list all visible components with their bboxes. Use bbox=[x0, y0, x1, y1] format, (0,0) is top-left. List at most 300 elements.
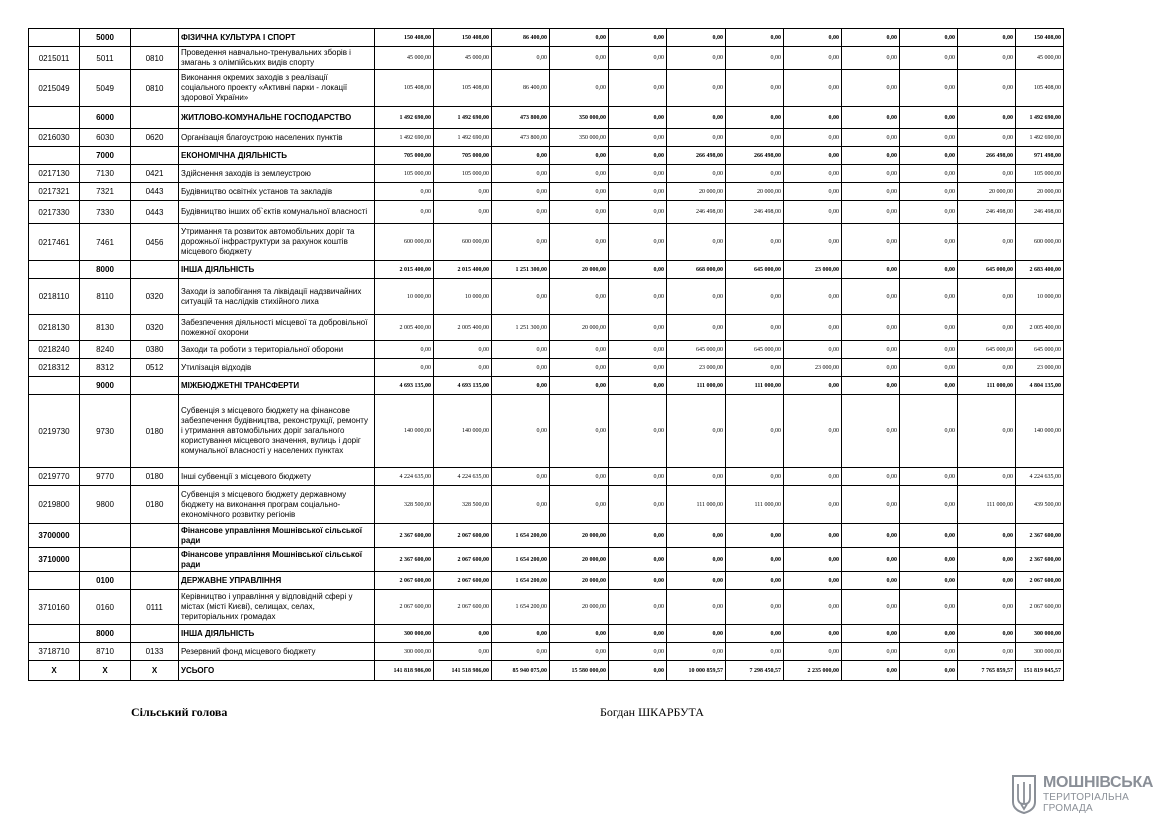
table-row bbox=[29, 147, 1064, 165]
signature-name: Богдан ШКАРБУТА bbox=[600, 705, 704, 719]
amount-cell: 23 000,00 bbox=[1016, 359, 1064, 377]
kfkvk-cell bbox=[131, 572, 179, 590]
amount-cell: 20 000,00 bbox=[550, 548, 609, 572]
amount-cell: 300 000,00 bbox=[375, 625, 434, 643]
amount-cell: 0,00 bbox=[900, 359, 958, 377]
amount-cell: 85 940 075,00 bbox=[492, 661, 550, 681]
amount-cell: 2 367 600,00 bbox=[1016, 548, 1064, 572]
amount-cell: 0,00 bbox=[842, 201, 900, 224]
table-row bbox=[29, 572, 1064, 590]
amount-cell: 1 251 300,00 bbox=[492, 261, 550, 279]
amount-cell: 0,00 bbox=[550, 147, 609, 165]
kpkvk-cell: 3710000 bbox=[29, 548, 80, 572]
kpkvk-cell bbox=[29, 625, 80, 643]
amount-cell: 0,00 bbox=[784, 107, 842, 129]
amount-cell: 23 000,00 bbox=[784, 359, 842, 377]
amount-cell: 0,00 bbox=[958, 165, 1016, 183]
amount-cell: 0,00 bbox=[550, 486, 609, 524]
amount-cell: 246 498,00 bbox=[958, 201, 1016, 224]
amount-cell: 0,00 bbox=[842, 29, 900, 47]
amount-cell: 0,00 bbox=[550, 70, 609, 107]
ktpkvk-cell: 9800 bbox=[80, 486, 131, 524]
amount-cell: 2 005 400,00 bbox=[375, 315, 434, 341]
ktpkvk-cell: 6000 bbox=[80, 107, 131, 129]
amount-cell: 0,00 bbox=[609, 279, 667, 315]
amount-cell: 20 000,00 bbox=[667, 183, 726, 201]
amount-cell: 0,00 bbox=[900, 486, 958, 524]
amount-cell: 0,00 bbox=[784, 224, 842, 261]
amount-cell: 0,00 bbox=[900, 643, 958, 661]
amount-cell: 0,00 bbox=[784, 590, 842, 625]
amount-cell: 0,00 bbox=[667, 47, 726, 70]
amount-cell: 0,00 bbox=[550, 29, 609, 47]
ktpkvk-cell: 7130 bbox=[80, 165, 131, 183]
ktpkvk-cell: 7461 bbox=[80, 224, 131, 261]
program-name-cell: ЕКОНОМІЧНА ДІЯЛЬНІСТЬ bbox=[179, 147, 375, 165]
amount-cell: 328 500,00 bbox=[375, 486, 434, 524]
amount-cell: 0,00 bbox=[609, 183, 667, 201]
amount-cell: 0,00 bbox=[784, 377, 842, 395]
amount-cell: 705 000,00 bbox=[375, 147, 434, 165]
amount-cell: 0,00 bbox=[842, 224, 900, 261]
amount-cell: 0,00 bbox=[609, 341, 667, 359]
kfkvk-cell: 0512 bbox=[131, 359, 179, 377]
ktpkvk-cell: 9770 bbox=[80, 468, 131, 486]
amount-cell: 645 000,00 bbox=[958, 341, 1016, 359]
amount-cell: 0,00 bbox=[492, 395, 550, 468]
amount-cell: 20 000,00 bbox=[958, 183, 1016, 201]
amount-cell: 0,00 bbox=[726, 129, 784, 147]
amount-cell: 2 067 600,00 bbox=[1016, 572, 1064, 590]
table-row bbox=[29, 47, 1064, 70]
amount-cell: 45 000,00 bbox=[434, 47, 492, 70]
amount-cell: 0,00 bbox=[609, 129, 667, 147]
amount-cell: 0,00 bbox=[492, 279, 550, 315]
program-name-cell: ІНША ДІЯЛЬНІСТЬ bbox=[179, 625, 375, 643]
amount-cell: 0,00 bbox=[550, 47, 609, 70]
amount-cell: 2 067 600,00 bbox=[375, 572, 434, 590]
amount-cell: 0,00 bbox=[900, 165, 958, 183]
logo-line2: ТЕРИТОРІАЛЬНА bbox=[1043, 792, 1130, 803]
kpkvk-cell bbox=[29, 261, 80, 279]
logo-line1: МОШНІВСЬКА bbox=[1043, 774, 1154, 791]
amount-cell: 0,00 bbox=[784, 643, 842, 661]
amount-cell: 0,00 bbox=[726, 315, 784, 341]
amount-cell: 111 000,00 bbox=[667, 486, 726, 524]
amount-cell: 0,00 bbox=[784, 29, 842, 47]
amount-cell: 300 000,00 bbox=[1016, 625, 1064, 643]
amount-cell: 0,00 bbox=[609, 107, 667, 129]
amount-cell: 0,00 bbox=[492, 643, 550, 661]
amount-cell: 0,00 bbox=[492, 625, 550, 643]
amount-cell: 0,00 bbox=[550, 165, 609, 183]
kpkvk-cell: 3700000 bbox=[29, 524, 80, 548]
amount-cell: 0,00 bbox=[958, 395, 1016, 468]
program-name-cell: Субвенція з місцевого бюджету на фінансове забезпечення будівництва, реконструкції, ремонту і утримання автомобільних доріг загального користування місцевого значення, вулиць і доріг комунальної власності у населених пунктах bbox=[179, 395, 375, 468]
amount-cell: 0,00 bbox=[842, 572, 900, 590]
amount-cell: 0,00 bbox=[609, 572, 667, 590]
amount-cell: 0,00 bbox=[784, 279, 842, 315]
amount-cell: 0,00 bbox=[375, 201, 434, 224]
amount-cell: 0,00 bbox=[784, 572, 842, 590]
program-name-cell: Проведення навчально-тренувальних зборів і змагань з олімпійських видів спорту bbox=[179, 47, 375, 70]
amount-cell: 0,00 bbox=[784, 129, 842, 147]
amount-cell: 0,00 bbox=[667, 165, 726, 183]
amount-cell: 1 492 690,00 bbox=[375, 107, 434, 129]
amount-cell: 0,00 bbox=[958, 548, 1016, 572]
ktpkvk-cell: 8240 bbox=[80, 341, 131, 359]
amount-cell: 0,00 bbox=[842, 590, 900, 625]
amount-cell: 0,00 bbox=[958, 524, 1016, 548]
ktpkvk-cell: X bbox=[80, 661, 131, 681]
amount-cell: 20 000,00 bbox=[1016, 183, 1064, 201]
amount-cell: 0,00 bbox=[726, 524, 784, 548]
table-row bbox=[29, 661, 1064, 681]
amount-cell: 705 000,00 bbox=[434, 147, 492, 165]
program-name-cell: ІНША ДІЯЛЬНІСТЬ bbox=[179, 261, 375, 279]
kfkvk-cell: 0320 bbox=[131, 315, 179, 341]
ktpkvk-cell: 8110 bbox=[80, 279, 131, 315]
amount-cell: 1 492 690,00 bbox=[1016, 129, 1064, 147]
amount-cell: 0,00 bbox=[900, 279, 958, 315]
amount-cell: 0,00 bbox=[842, 468, 900, 486]
amount-cell: 20 000,00 bbox=[550, 524, 609, 548]
amount-cell: 0,00 bbox=[550, 377, 609, 395]
amount-cell: 150 408,00 bbox=[434, 29, 492, 47]
amount-cell: 0,00 bbox=[958, 29, 1016, 47]
ktpkvk-cell bbox=[80, 548, 131, 572]
amount-cell: 2 015 400,00 bbox=[375, 261, 434, 279]
amount-cell: 645 000,00 bbox=[726, 341, 784, 359]
kfkvk-cell: 0810 bbox=[131, 47, 179, 70]
amount-cell: 0,00 bbox=[434, 643, 492, 661]
amount-cell: 0,00 bbox=[726, 47, 784, 70]
amount-cell: 0,00 bbox=[492, 165, 550, 183]
amount-cell: 0,00 bbox=[958, 590, 1016, 625]
amount-cell: 0,00 bbox=[784, 47, 842, 70]
amount-cell: 1 654 200,00 bbox=[492, 524, 550, 548]
amount-cell: 0,00 bbox=[726, 107, 784, 129]
kpkvk-cell: 0217321 bbox=[29, 183, 80, 201]
kfkvk-cell: 0620 bbox=[131, 129, 179, 147]
table-row bbox=[29, 70, 1064, 107]
kpkvk-cell: 0219770 bbox=[29, 468, 80, 486]
amount-cell: 0,00 bbox=[667, 643, 726, 661]
ktpkvk-cell: 7330 bbox=[80, 201, 131, 224]
kfkvk-cell bbox=[131, 524, 179, 548]
table-row bbox=[29, 107, 1064, 129]
amount-cell: 1 492 690,00 bbox=[375, 129, 434, 147]
amount-cell: 105 000,00 bbox=[434, 165, 492, 183]
amount-cell: 0,00 bbox=[900, 224, 958, 261]
amount-cell: 0,00 bbox=[900, 70, 958, 107]
budget-table bbox=[28, 28, 1064, 681]
amount-cell: 7 298 450,57 bbox=[726, 661, 784, 681]
kpkvk-cell: X bbox=[29, 661, 80, 681]
amount-cell: 0,00 bbox=[492, 201, 550, 224]
amount-cell: 0,00 bbox=[842, 524, 900, 548]
amount-cell: 0,00 bbox=[842, 341, 900, 359]
amount-cell: 0,00 bbox=[609, 29, 667, 47]
amount-cell: 0,00 bbox=[842, 183, 900, 201]
amount-cell: 0,00 bbox=[609, 548, 667, 572]
amount-cell: 0,00 bbox=[375, 341, 434, 359]
amount-cell: 150 408,00 bbox=[375, 29, 434, 47]
amount-cell: 86 400,00 bbox=[492, 70, 550, 107]
amount-cell: 140 000,00 bbox=[434, 395, 492, 468]
amount-cell: 10 000,00 bbox=[375, 279, 434, 315]
amount-cell: 2 367 600,00 bbox=[375, 548, 434, 572]
program-name-cell: Заходи та роботи з територіальної оборони bbox=[179, 341, 375, 359]
amount-cell: 0,00 bbox=[842, 107, 900, 129]
table-row bbox=[29, 224, 1064, 261]
kfkvk-cell: 0180 bbox=[131, 468, 179, 486]
amount-cell: 0,00 bbox=[667, 279, 726, 315]
amount-cell: 0,00 bbox=[726, 643, 784, 661]
amount-cell: 971 498,00 bbox=[1016, 147, 1064, 165]
amount-cell: 10 000 859,57 bbox=[667, 661, 726, 681]
amount-cell: 328 500,00 bbox=[434, 486, 492, 524]
amount-cell: 645 000,00 bbox=[667, 341, 726, 359]
amount-cell: 0,00 bbox=[900, 395, 958, 468]
kfkvk-cell bbox=[131, 625, 179, 643]
table-row bbox=[29, 395, 1064, 468]
amount-cell: 2 067 600,00 bbox=[375, 590, 434, 625]
amount-cell: 2 067 600,00 bbox=[1016, 590, 1064, 625]
amount-cell: 2 067 600,00 bbox=[434, 572, 492, 590]
table-row bbox=[29, 315, 1064, 341]
amount-cell: 0,00 bbox=[726, 572, 784, 590]
amount-cell: 1 492 690,00 bbox=[434, 107, 492, 129]
amount-cell: 0,00 bbox=[434, 625, 492, 643]
ktpkvk-cell: 5011 bbox=[80, 47, 131, 70]
amount-cell: 0,00 bbox=[550, 643, 609, 661]
amount-cell: 0,00 bbox=[492, 486, 550, 524]
amount-cell: 20 000,00 bbox=[550, 572, 609, 590]
amount-cell: 0,00 bbox=[900, 661, 958, 681]
amount-cell: 439 500,00 bbox=[1016, 486, 1064, 524]
amount-cell: 0,00 bbox=[900, 468, 958, 486]
amount-cell: 0,00 bbox=[726, 29, 784, 47]
amount-cell: 105 408,00 bbox=[1016, 70, 1064, 107]
kpkvk-cell: 3710160 bbox=[29, 590, 80, 625]
amount-cell: 0,00 bbox=[667, 70, 726, 107]
logo-subtitle bbox=[1043, 792, 1129, 814]
kpkvk-cell: 0219800 bbox=[29, 486, 80, 524]
kfkvk-cell bbox=[131, 261, 179, 279]
amount-cell: 0,00 bbox=[958, 47, 1016, 70]
amount-cell: 0,00 bbox=[434, 341, 492, 359]
amount-cell: 0,00 bbox=[842, 643, 900, 661]
program-name-cell: МІЖБЮДЖЕТНІ ТРАНСФЕРТИ bbox=[179, 377, 375, 395]
amount-cell: 0,00 bbox=[842, 261, 900, 279]
amount-cell: 0,00 bbox=[900, 129, 958, 147]
kfkvk-cell: 0320 bbox=[131, 279, 179, 315]
amount-cell: 1 654 200,00 bbox=[492, 590, 550, 625]
amount-cell: 2 067 600,00 bbox=[434, 590, 492, 625]
amount-cell: 600 000,00 bbox=[375, 224, 434, 261]
amount-cell: 0,00 bbox=[784, 70, 842, 107]
amount-cell: 0,00 bbox=[492, 377, 550, 395]
ktpkvk-cell: 6030 bbox=[80, 129, 131, 147]
amount-cell: 0,00 bbox=[784, 625, 842, 643]
amount-cell: 0,00 bbox=[900, 201, 958, 224]
program-name-cell: Організація благоустрою населених пунктів bbox=[179, 129, 375, 147]
kpkvk-cell bbox=[29, 29, 80, 47]
kpkvk-cell: 0215049 bbox=[29, 70, 80, 107]
kfkvk-cell: 0421 bbox=[131, 165, 179, 183]
kpkvk-cell: 0215011 bbox=[29, 47, 80, 70]
amount-cell: 2 235 000,00 bbox=[784, 661, 842, 681]
amount-cell: 111 000,00 bbox=[958, 486, 1016, 524]
amount-cell: 105 408,00 bbox=[434, 70, 492, 107]
program-name-cell: Здійснення заходів із землеустрою bbox=[179, 165, 375, 183]
amount-cell: 23 000,00 bbox=[667, 359, 726, 377]
amount-cell: 15 580 000,00 bbox=[550, 661, 609, 681]
amount-cell: 20 000,00 bbox=[726, 183, 784, 201]
amount-cell: 0,00 bbox=[609, 377, 667, 395]
amount-cell: 105 000,00 bbox=[1016, 165, 1064, 183]
kpkvk-cell: 0216030 bbox=[29, 129, 80, 147]
amount-cell: 0,00 bbox=[842, 377, 900, 395]
kpkvk-cell: 0218110 bbox=[29, 279, 80, 315]
amount-cell: 0,00 bbox=[958, 625, 1016, 643]
amount-cell: 0,00 bbox=[609, 468, 667, 486]
kpkvk-cell: 0219730 bbox=[29, 395, 80, 468]
kfkvk-cell bbox=[131, 377, 179, 395]
program-name-cell: Керівництво і управління у відповідній сфері у містах (місті Києві), селищах, селах, територіальних громадах bbox=[179, 590, 375, 625]
amount-cell: 2 683 400,00 bbox=[1016, 261, 1064, 279]
amount-cell: 0,00 bbox=[609, 524, 667, 548]
amount-cell: 0,00 bbox=[550, 224, 609, 261]
amount-cell: 350 000,00 bbox=[550, 129, 609, 147]
program-name-cell: УСЬОГО bbox=[179, 661, 375, 681]
amount-cell: 0,00 bbox=[609, 261, 667, 279]
amount-cell: 0,00 bbox=[784, 165, 842, 183]
table-row bbox=[29, 643, 1064, 661]
kpkvk-cell bbox=[29, 147, 80, 165]
amount-cell: 266 498,00 bbox=[667, 147, 726, 165]
amount-cell: 2 015 400,00 bbox=[434, 261, 492, 279]
amount-cell: 266 498,00 bbox=[726, 147, 784, 165]
kfkvk-cell: 0380 bbox=[131, 341, 179, 359]
amount-cell: 645 000,00 bbox=[726, 261, 784, 279]
amount-cell: 0,00 bbox=[667, 29, 726, 47]
amount-cell: 20 000,00 bbox=[550, 315, 609, 341]
amount-cell: 45 000,00 bbox=[1016, 47, 1064, 70]
amount-cell: 0,00 bbox=[726, 548, 784, 572]
amount-cell: 0,00 bbox=[550, 279, 609, 315]
budget-table-body bbox=[29, 29, 1064, 681]
amount-cell: 0,00 bbox=[550, 183, 609, 201]
kfkvk-cell: 0810 bbox=[131, 70, 179, 107]
amount-cell: 4 804 135,00 bbox=[1016, 377, 1064, 395]
amount-cell: 645 000,00 bbox=[1016, 341, 1064, 359]
program-name-cell: Виконання окремих заходів з реалізації соціального проекту «Активні парки - локації здорової України» bbox=[179, 70, 375, 107]
kpkvk-cell: 0218312 bbox=[29, 359, 80, 377]
amount-cell: 141 818 986,00 bbox=[375, 661, 434, 681]
amount-cell: 45 000,00 bbox=[375, 47, 434, 70]
amount-cell: 246 498,00 bbox=[726, 201, 784, 224]
amount-cell: 0,00 bbox=[609, 147, 667, 165]
amount-cell: 0,00 bbox=[842, 279, 900, 315]
amount-cell: 111 000,00 bbox=[726, 486, 784, 524]
amount-cell: 0,00 bbox=[900, 261, 958, 279]
table-row bbox=[29, 29, 1064, 47]
amount-cell: 0,00 bbox=[609, 47, 667, 70]
amount-cell: 4 224 635,00 bbox=[434, 468, 492, 486]
amount-cell: 0,00 bbox=[842, 661, 900, 681]
amount-cell: 1 654 200,00 bbox=[492, 572, 550, 590]
amount-cell: 1 654 200,00 bbox=[492, 548, 550, 572]
amount-cell: 0,00 bbox=[492, 341, 550, 359]
amount-cell: 20 000,00 bbox=[550, 261, 609, 279]
amount-cell: 0,00 bbox=[375, 183, 434, 201]
program-name-cell: Резервний фонд місцевого бюджету bbox=[179, 643, 375, 661]
amount-cell: 0,00 bbox=[842, 486, 900, 524]
amount-cell: 0,00 bbox=[492, 224, 550, 261]
amount-cell: 0,00 bbox=[900, 47, 958, 70]
amount-cell: 0,00 bbox=[842, 548, 900, 572]
amount-cell: 0,00 bbox=[842, 47, 900, 70]
amount-cell: 0,00 bbox=[958, 572, 1016, 590]
amount-cell: 111 000,00 bbox=[726, 377, 784, 395]
table-row bbox=[29, 486, 1064, 524]
amount-cell: 0,00 bbox=[900, 590, 958, 625]
amount-cell: 1 251 300,00 bbox=[492, 315, 550, 341]
amount-cell: 0,00 bbox=[434, 359, 492, 377]
ktpkvk-cell: 0160 bbox=[80, 590, 131, 625]
amount-cell: 0,00 bbox=[784, 341, 842, 359]
amount-cell: 0,00 bbox=[784, 147, 842, 165]
amount-cell: 0,00 bbox=[492, 47, 550, 70]
amount-cell: 0,00 bbox=[726, 279, 784, 315]
ktpkvk-cell: 7000 bbox=[80, 147, 131, 165]
amount-cell: 0,00 bbox=[667, 548, 726, 572]
amount-cell: 0,00 bbox=[726, 395, 784, 468]
amount-cell: 0,00 bbox=[900, 147, 958, 165]
amount-cell: 0,00 bbox=[842, 395, 900, 468]
kfkvk-cell bbox=[131, 147, 179, 165]
amount-cell: 10 000,00 bbox=[1016, 279, 1064, 315]
amount-cell: 0,00 bbox=[375, 359, 434, 377]
ktpkvk-cell: 9000 bbox=[80, 377, 131, 395]
table-row bbox=[29, 129, 1064, 147]
amount-cell: 246 498,00 bbox=[1016, 201, 1064, 224]
amount-cell: 20 000,00 bbox=[550, 590, 609, 625]
amount-cell: 0,00 bbox=[726, 70, 784, 107]
amount-cell: 0,00 bbox=[667, 107, 726, 129]
amount-cell: 0,00 bbox=[492, 359, 550, 377]
amount-cell: 0,00 bbox=[550, 359, 609, 377]
table-row bbox=[29, 261, 1064, 279]
program-name-cell: ЖИТЛОВО-КОМУНАЛЬНЕ ГОСПОДАРСТВО bbox=[179, 107, 375, 129]
amount-cell: 0,00 bbox=[784, 548, 842, 572]
community-logo bbox=[1009, 772, 1159, 816]
kfkvk-cell: 0180 bbox=[131, 395, 179, 468]
ktpkvk-cell: 5049 bbox=[80, 70, 131, 107]
amount-cell: 0,00 bbox=[958, 279, 1016, 315]
amount-cell: 0,00 bbox=[550, 341, 609, 359]
amount-cell: 0,00 bbox=[609, 395, 667, 468]
amount-cell: 0,00 bbox=[667, 468, 726, 486]
kfkvk-cell: 0456 bbox=[131, 224, 179, 261]
amount-cell: 2 067 600,00 bbox=[434, 524, 492, 548]
kpkvk-cell: 3718710 bbox=[29, 643, 80, 661]
amount-cell: 0,00 bbox=[667, 625, 726, 643]
kpkvk-cell: 0218240 bbox=[29, 341, 80, 359]
ktpkvk-cell: 5000 bbox=[80, 29, 131, 47]
